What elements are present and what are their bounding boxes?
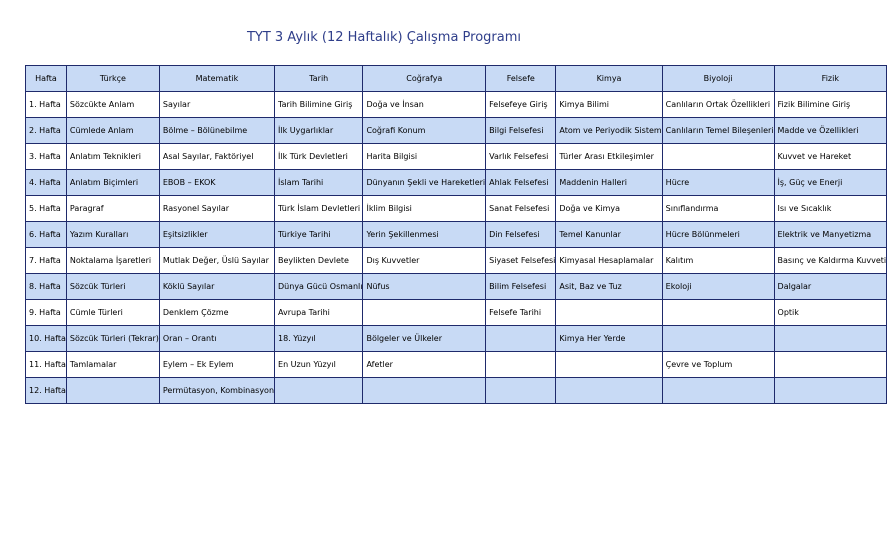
cell-text: Din Felsefesi (489, 230, 540, 239)
cell-text: Asal Sayılar, Faktöriyel (162, 152, 254, 161)
topic-cell (486, 352, 556, 378)
cell-text: İlk Türk Devletleri (278, 152, 348, 161)
topic-cell (556, 326, 662, 352)
topic-cell (159, 352, 274, 378)
cell-text: İlk Uygarlıklar (278, 126, 334, 135)
topic-cell (66, 222, 159, 248)
table-row (26, 378, 887, 404)
cell-text: Denklem Çözme (162, 308, 229, 317)
cell-text: Sınıflandırma (665, 204, 719, 213)
topic-cell (556, 144, 662, 170)
week-cell (26, 222, 67, 248)
table-row (26, 248, 887, 274)
topic-cell (159, 222, 274, 248)
cell-text: Sayılar (162, 100, 191, 109)
week-cell (26, 144, 67, 170)
cell-text: İslam Tarihi (278, 178, 324, 187)
topic-cell (662, 378, 774, 404)
topic-cell (66, 274, 159, 300)
topic-cell (662, 118, 774, 144)
topic-cell (66, 352, 159, 378)
topic-cell (662, 274, 774, 300)
topic-cell (159, 118, 274, 144)
table-row (26, 196, 887, 222)
topic-cell (66, 92, 159, 118)
topic-cell (159, 326, 274, 352)
cell-text: 18. Yüzyıl (278, 334, 316, 343)
topic-cell (774, 248, 887, 274)
cell-text: Doğa ve İnsan (366, 100, 424, 109)
topic-cell (774, 196, 887, 222)
cell-text: Paragraf (69, 204, 104, 213)
topic-cell (662, 144, 774, 170)
cell-text: İklim Bilgisi (366, 204, 412, 213)
topic-cell (66, 144, 159, 170)
cell-text: 4. Hafta (29, 178, 61, 187)
cell-text: EBOB – EKOK (162, 178, 216, 187)
cell-text: Harita Bilgisi (366, 152, 418, 161)
topic-cell (159, 92, 274, 118)
topic-cell (159, 274, 274, 300)
topic-cell (275, 222, 363, 248)
cell-text: Anlatım Biçimleri (69, 178, 139, 187)
cell-text: 7. Hafta (29, 256, 61, 265)
cell-text: Oran – Orantı (162, 334, 217, 343)
topic-cell (774, 378, 887, 404)
header-cell: Felsefe (486, 66, 556, 92)
topic-cell (774, 274, 887, 300)
cell-text: Hücre Bölünmeleri (665, 230, 740, 239)
cell-text: Sözcük Türleri (Tekrar) (69, 334, 159, 343)
topic-cell (486, 248, 556, 274)
week-cell (26, 300, 67, 326)
topic-cell (363, 92, 486, 118)
cell-text: Bölme – Bölünebilme (162, 126, 248, 135)
cell-text: Nüfus (366, 282, 390, 291)
topic-cell (556, 92, 662, 118)
cell-text: Permütasyon, Kombinasyon (162, 386, 275, 395)
topic-cell (66, 170, 159, 196)
topic-cell (275, 378, 363, 404)
table-row (26, 222, 887, 248)
topic-cell (275, 170, 363, 196)
cell-text: Cümlede Anlam (69, 126, 134, 135)
topic-cell (363, 196, 486, 222)
topic-cell (66, 118, 159, 144)
cell-text: Basınç ve Kaldırma Kuvveti (777, 256, 887, 265)
cell-text: Hücre (665, 178, 690, 187)
cell-text: Canlıların Ortak Özellikleri (665, 100, 771, 109)
topic-cell (66, 300, 159, 326)
table-row (26, 300, 887, 326)
cell-text: Kimyasal Hesaplamalar (559, 256, 654, 265)
topic-cell (556, 378, 662, 404)
topic-cell (662, 352, 774, 378)
cell-text: Eylem – Ek Eylem (162, 360, 234, 369)
topic-cell (486, 144, 556, 170)
topic-cell (159, 196, 274, 222)
topic-cell (363, 378, 486, 404)
cell-text: Temel Kanunlar (559, 230, 621, 239)
cell-text: Beylikten Devlete (278, 256, 349, 265)
topic-cell (774, 144, 887, 170)
cell-text: 11. Hafta (29, 360, 66, 369)
topic-cell (363, 352, 486, 378)
cell-text: Kimya Her Yerde (559, 334, 626, 343)
document-title: TYT 3 Aylık (12 Haftalık) Çalışma Programı (246, 30, 522, 45)
header-cell: Matematik (159, 66, 274, 92)
topic-cell (486, 118, 556, 144)
table-row (26, 352, 887, 378)
topic-cell (556, 170, 662, 196)
cell-text: Kuvvet ve Hareket (777, 152, 852, 161)
topic-cell (66, 326, 159, 352)
topic-cell (159, 248, 274, 274)
header-cell: Coğrafya (363, 66, 486, 92)
cell-text: Madde ve Özellikleri (777, 126, 859, 135)
topic-cell (662, 222, 774, 248)
cell-text: Dış Kuvvetler (366, 256, 420, 265)
header-cell: Türkçe (66, 66, 159, 92)
topic-cell (774, 170, 887, 196)
topic-cell (275, 352, 363, 378)
cell-text: Tamlamalar (69, 360, 117, 369)
week-cell (26, 118, 67, 144)
cell-text: 3. Hafta (29, 152, 61, 161)
cell-text: Varlık Felsefesi (489, 152, 549, 161)
cell-text: Maddenin Halleri (559, 178, 627, 187)
topic-cell (662, 196, 774, 222)
cell-text: 9. Hafta (29, 308, 61, 317)
cell-text: Cümle Türleri (69, 308, 123, 317)
cell-text: En Uzun Yüzyıl (278, 360, 336, 369)
topic-cell (556, 248, 662, 274)
cell-text: Afetler (366, 360, 393, 369)
topic-cell (774, 92, 887, 118)
topic-cell (363, 326, 486, 352)
cell-text: Bilgi Felsefesi (489, 126, 544, 135)
week-cell (26, 274, 67, 300)
table-row (26, 92, 887, 118)
topic-cell (363, 144, 486, 170)
cell-text: Isı ve Sıcaklık (777, 204, 832, 213)
cell-text: 8. Hafta (29, 282, 61, 291)
cell-text: Çevre ve Toplum (665, 360, 733, 369)
topic-cell (275, 118, 363, 144)
cell-text: Coğrafi Konum (366, 126, 426, 135)
topic-cell (662, 92, 774, 118)
week-cell (26, 326, 67, 352)
header-cell: Tarih (275, 66, 363, 92)
topic-cell (275, 326, 363, 352)
topic-cell (159, 144, 274, 170)
topic-cell (774, 326, 887, 352)
cell-text: Elektrik ve Manyetizma (777, 230, 872, 239)
topic-cell (66, 378, 159, 404)
cell-text: Felsefeye Giriş (489, 100, 548, 109)
cell-text: Rasyonel Sayılar (162, 204, 230, 213)
cell-text: Bilim Felsefesi (489, 282, 547, 291)
topic-cell (275, 248, 363, 274)
week-cell (26, 196, 67, 222)
topic-cell (662, 326, 774, 352)
topic-cell (275, 144, 363, 170)
topic-cell (662, 248, 774, 274)
cell-text: Ahlak Felsefesi (489, 178, 549, 187)
cell-text: Asit, Baz ve Tuz (559, 282, 622, 291)
topic-cell (774, 352, 887, 378)
topic-cell (556, 222, 662, 248)
week-cell (26, 92, 67, 118)
cell-text: Yazım Kuralları (69, 230, 129, 239)
cell-text: Köklü Sayılar (162, 282, 215, 291)
topic-cell (774, 118, 887, 144)
topic-cell (66, 248, 159, 274)
topic-cell (556, 274, 662, 300)
topic-cell (486, 92, 556, 118)
cell-text: 10. Hafta (29, 334, 66, 343)
topic-cell (774, 300, 887, 326)
topic-cell (275, 196, 363, 222)
topic-cell (486, 196, 556, 222)
cell-text: Dalgalar (777, 282, 812, 291)
cell-text: Tarih Bilimine Giriş (278, 100, 353, 109)
cell-text: Bölgeler ve Ülkeler (366, 334, 443, 343)
cell-text: Kimya Bilimi (559, 100, 609, 109)
cell-text: Türk İslam Devletleri (278, 204, 361, 213)
cell-text: Mutlak Değer, Üslü Sayılar (162, 256, 269, 265)
topic-cell (363, 118, 486, 144)
topic-cell (275, 92, 363, 118)
cell-text: Türkiye Tarihi (278, 230, 331, 239)
topic-cell (363, 170, 486, 196)
cell-text: Noktalama İşaretleri (69, 256, 152, 265)
topic-cell (556, 118, 662, 144)
table-row (26, 118, 887, 144)
topic-cell (159, 300, 274, 326)
cell-text: Felsefe Tarihi (489, 308, 542, 317)
cell-text: Anlatım Teknikleri (69, 152, 141, 161)
topic-cell (774, 222, 887, 248)
header-row (26, 66, 887, 92)
topic-cell (363, 300, 486, 326)
week-cell (26, 170, 67, 196)
study-schedule-table (25, 65, 887, 404)
cell-text: Eşitsizlikler (162, 230, 208, 239)
cell-text: Canlıların Temel Bileşenleri (665, 126, 774, 135)
cell-text: 1. Hafta (29, 100, 61, 109)
cell-text: Siyaset Felsefesi (489, 256, 556, 265)
week-cell (26, 352, 67, 378)
cell-text: 12. Hafta (29, 386, 66, 395)
topic-cell (556, 352, 662, 378)
header-cell: Biyoloji (662, 66, 774, 92)
table-row (26, 144, 887, 170)
topic-cell (363, 274, 486, 300)
topic-cell (556, 196, 662, 222)
cell-text: Fizik Bilimine Giriş (777, 100, 851, 109)
topic-cell (486, 222, 556, 248)
table-row (26, 170, 887, 196)
cell-text: Avrupa Tarihi (278, 308, 330, 317)
table-row (26, 326, 887, 352)
topic-cell (486, 300, 556, 326)
cell-text: Ekoloji (665, 282, 692, 291)
cell-text: 5. Hafta (29, 204, 61, 213)
cell-text: Yerin Şekillenmesi (366, 230, 439, 239)
topic-cell (363, 222, 486, 248)
topic-cell (159, 170, 274, 196)
cell-text: Dünya Gücü Osmanlı (278, 282, 363, 291)
header-cell: Kimya (556, 66, 662, 92)
topic-cell (662, 170, 774, 196)
week-cell (26, 378, 67, 404)
topic-cell (486, 378, 556, 404)
cell-text: Kalıtım (665, 256, 694, 265)
cell-text: Dünyanın Şekli ve Hareketleri (366, 178, 486, 187)
topic-cell (556, 300, 662, 326)
cell-text: Optik (777, 308, 799, 317)
cell-text: Atom ve Periyodik Sistem (559, 126, 662, 135)
topic-cell (486, 326, 556, 352)
topic-cell (275, 274, 363, 300)
cell-text: İş, Güç ve Enerji (777, 178, 843, 187)
cell-text: 2. Hafta (29, 126, 61, 135)
topic-cell (363, 248, 486, 274)
topic-cell (486, 170, 556, 196)
cell-text: Türler Arası Etkileşimler (559, 152, 654, 161)
cell-text: Sanat Felsefesi (489, 204, 550, 213)
table-row (26, 274, 887, 300)
topic-cell (159, 378, 274, 404)
topic-cell (486, 274, 556, 300)
topic-cell (662, 300, 774, 326)
cell-text: Doğa ve Kimya (559, 204, 621, 213)
topic-cell (66, 196, 159, 222)
week-cell (26, 248, 67, 274)
header-cell: Fizik (774, 66, 887, 92)
topic-cell (275, 300, 363, 326)
header-cell: Hafta (26, 66, 67, 92)
cell-text: Sözcük Türleri (69, 282, 126, 291)
cell-text: Sözcükte Anlam (69, 100, 135, 109)
cell-text: 6. Hafta (29, 230, 61, 239)
